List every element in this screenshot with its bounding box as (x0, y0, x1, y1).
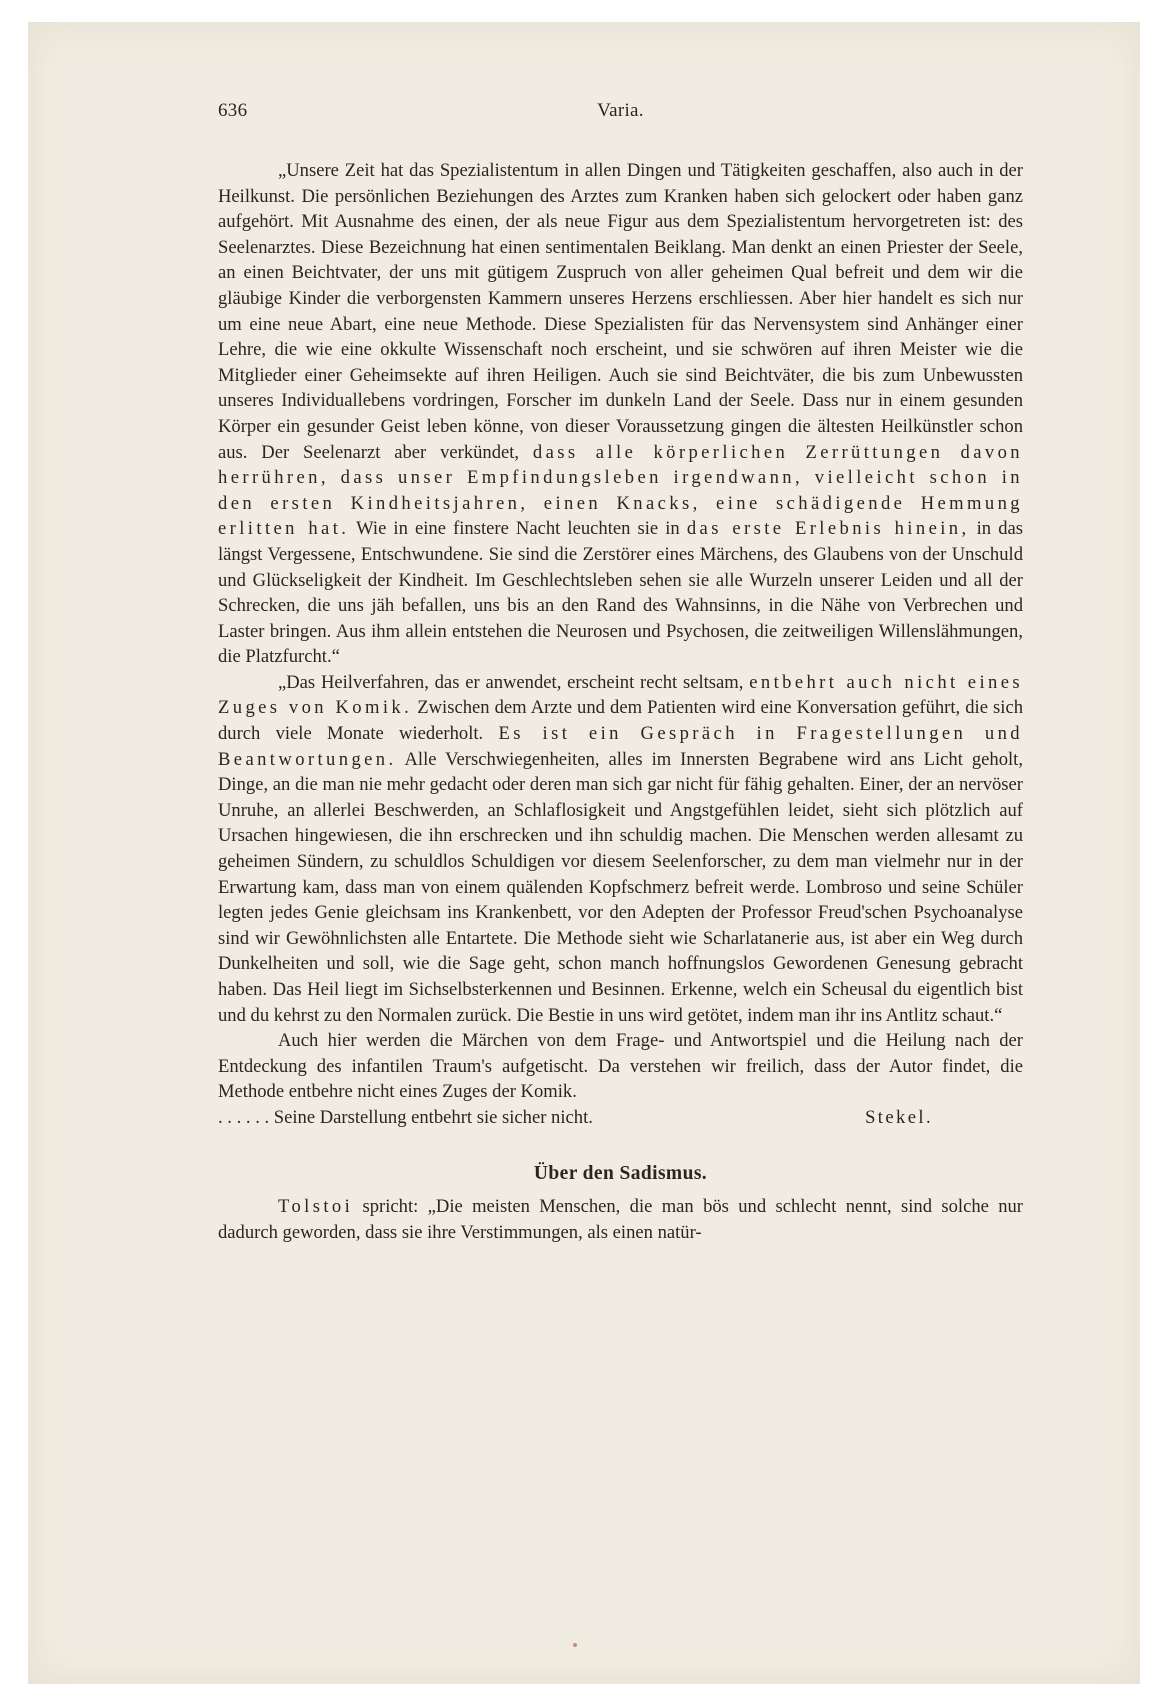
text-segment: spricht: „Die meisten Menschen, die man bös und schlecht nennt, sind solche nur dadurch geworden, dass sie ihre Verstimmungen, als einen natür- (218, 1196, 1023, 1243)
page-number: 636 (218, 100, 248, 121)
paragraph-3 (218, 1028, 1023, 1105)
paragraph-2 (218, 670, 1023, 1028)
text-segment: Wie in eine finstere Nacht leuchten sie in (349, 518, 687, 540)
text-segment: Auch hier werden die Märchen von dem Frage- und Antwortspiel und die Heilung nach der Entdeckung des infantilen Traum's aufgetischt. Da verstehen wir freilich, dass der Autor findet, die Methode entbehre nicht eines Zuges der Komik. (218, 1030, 1023, 1103)
text-segment: „Unsere Zeit hat das Spezialistentum in allen Dingen und Tätigkeiten geschaffen, also auch in der Heilkunst. Die persönlichen Beziehungen des Arztes zum Kranken haben sich gelockert oder haben ganz aufgehört. Mit Ausnahme des einen, der als neue Figur aus dem Spezialistentum hervorgetreten ist: des Seelenarztes. Diese Bezeichnung hat einen sentimentalen Beiklang. Man denkt an einen Priester der Seele, an einen Beichtvater, der uns mit gütigem Zuspruch von aller geheimen Qual befreit und dem wir die gläubige Kinder die verborgensten Kammern unseres Herzens erschliessen. Aber hier handelt es sich nur um eine neue Abart, eine neue Methode. Diese Spezialisten für das Nervensystem sind Anhänger einer Lehre, die wie eine okkulte Wissenschaft noch erscheint, und sie schwören auf ihren Meister wie die Mitglieder einer Geheimsekte auf ihren Heiligen. Auch sie sind Beichtväter, die bis zum Unbewussten unseres Individuallebens vordringen, Forscher im dunkeln Land der Seele. Dass nur in einem gesunden Körper ein gesunder Geist leben könne, von dieser Voraussetzung gingen die ältesten Heilkünstler schon aus. Der Seelenarzt aber verkündet, (218, 160, 1023, 463)
running-head: Varia. (597, 100, 644, 121)
closing-text: . . . . . . Seine Darstellung entbehrt sie sicher nicht. (218, 1106, 593, 1128)
spaced-emphasis: Tolstoi (278, 1196, 354, 1218)
spaced-emphasis: entbehrt auch nicht eines Zuges von Komik. (218, 671, 1023, 719)
page-speckle (573, 1643, 577, 1647)
spaced-emphasis: das erste Erlebnis hinein, (686, 518, 970, 540)
text-segment: in das längst Vergessene, Entschwundene. Sie sind die Zerstörer eines Märchens, des Glaubens von der Unschuld und Glückseligkeit der Kindheit. Im Geschlechtsleben sehen sie alle Wurzeln unserer Leiden und all der Schrecken, die uns jäh befallen, uns bis an den Rand des Wahnsinns, in die Nähe von Verbrechen und Laster bringen. Aus ihm allein entstehen die Neurosen und Psychosen, die zeitweiligen Willenslähmungen, die Platzfurcht.“ (218, 518, 1023, 668)
body-text (218, 158, 1023, 1245)
text-segment: „Das Heilverfahren, das er anwendet, erscheint recht seltsam, (278, 671, 750, 693)
text-segment: Alle Verschwiegenheiten, alles im Innersten Begrabene wird ans Licht geholt, Dinge, an die man nie mehr gedacht oder deren man sich gar nicht für fähig gehalten. Einer, der an nervöser Unruhe, an allerlei Beschwerden, an Schlaflosigkeit und Angstgefühlen leidet, sieht sich plötzlich auf Ursachen hingewiesen, die ihn erschrecken und ihn schuldig machen. Die Menschen werden allesamt zu geheimen Sündern, zu schuldlos Schuldigen vor diesem Seelenforscher, zu dem man vielmehr nur in der Erwartung kam, dass man von einem quälenden Kopfschmerz befreit werde. Lombroso und seine Schüler legten jedes Genie gleichsam ins Krankenbett, vor den Adepten der Professor Freud'schen Psychoanalyse sind wir Gewöhnlichsten alle Entartete. Die Methode sieht wie Scharlatanerie aus, ist aber ein Weg durch Dunkelheiten und soll, wie die Sage geht, schon manch hoffnungslos Gewordenen Genesung gebracht haben. Das Heil liegt im Sichselbsterkennen und Besinnen. Erkenne, welch ein Scheusal du eigentlich bist und du kehrst zu den Normalen zurück. Die Bestie in uns wird getötet, indem man ihr ins Antlitz schaut.“ (218, 748, 1023, 1026)
author-signature: Stekel. (865, 1106, 933, 1128)
section-paragraph-1 (218, 1194, 1023, 1245)
spaced-emphasis: dass alle körperlichen Zerrüttungen davon herrühren, dass unser Empfindungsleben irgendwann, vielleicht schon in den ersten Kindheitsjahren, einen Knacks, eine schädigende Hemmung erlitten hat. (218, 441, 1023, 540)
spaced-emphasis: Es ist ein Gespräch in Fragestellungen und Beantwortungen. (218, 723, 1023, 770)
section-title: Über den Sadismus. (533, 1162, 708, 1184)
text-segment: Zwischen dem Arzte und dem Patienten wird eine Konversation geführt, die sich durch viele Monate wiederholt. (218, 697, 1023, 745)
paragraph-1 (218, 158, 1023, 670)
closing-line (218, 1105, 1023, 1131)
